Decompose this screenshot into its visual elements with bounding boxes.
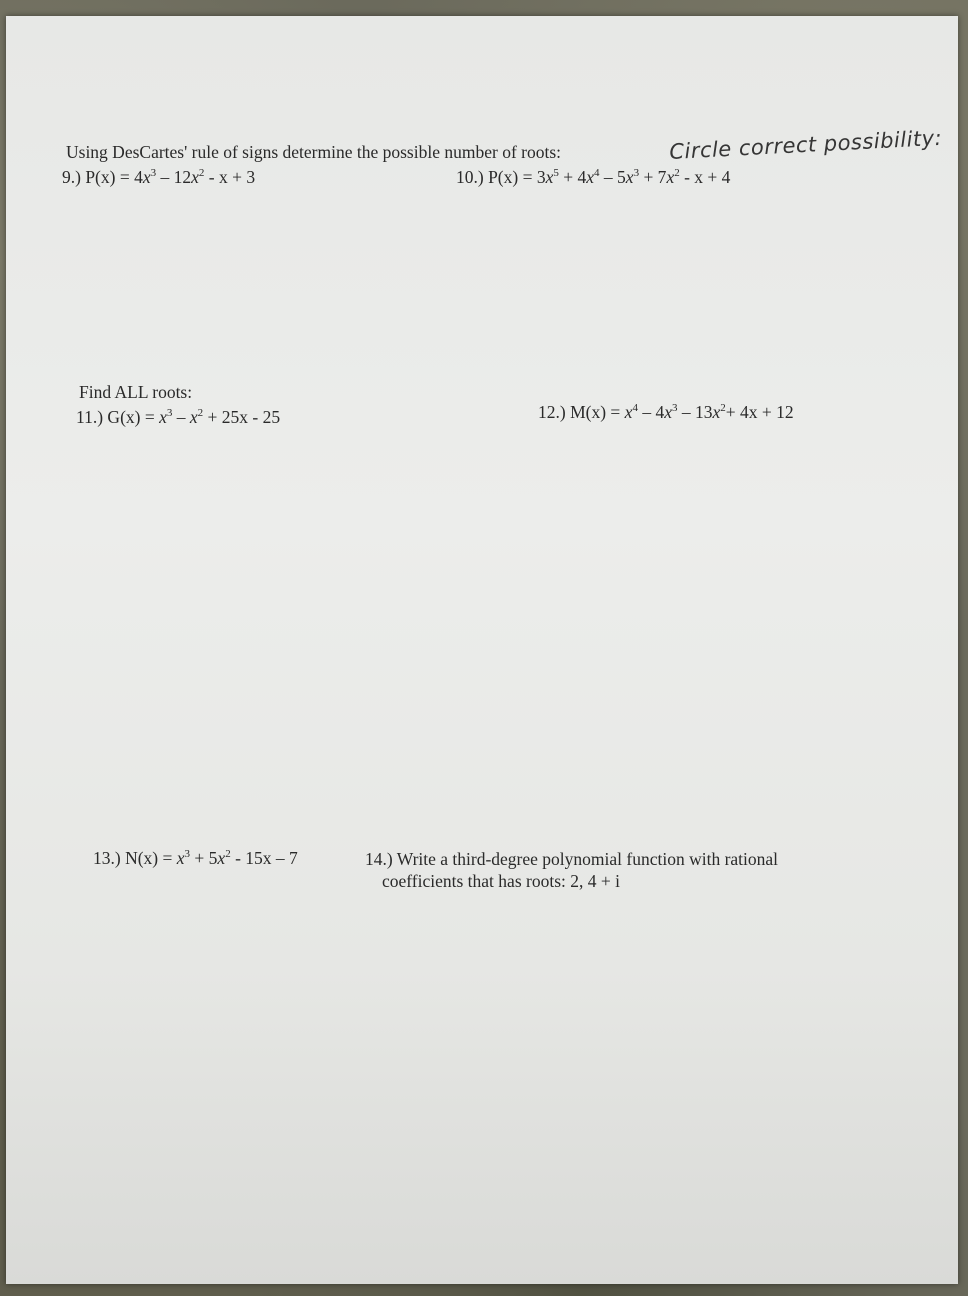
problem-12-label: 12.) M(x) = xyxy=(538,402,625,422)
problem-10-tail: - x + 4 xyxy=(679,167,731,187)
problem-12-var-2: x xyxy=(664,402,672,422)
problem-9-exp-2: 2 xyxy=(198,167,205,180)
problem-9-tail: - x + 3 xyxy=(204,167,256,187)
handwritten-note: Circle correct possibility: xyxy=(668,125,943,164)
problem-11-term-2: – xyxy=(172,407,190,427)
problem-11-var-1: x xyxy=(159,407,167,427)
problem-13-exp-1: 3 xyxy=(184,848,191,861)
problem-11 xyxy=(76,409,280,427)
problem-10-exp-4: 2 xyxy=(674,167,680,180)
problem-11-tail: + 25x - 25 xyxy=(203,407,281,427)
problem-12 xyxy=(538,404,794,422)
worksheet-paper xyxy=(6,16,958,1284)
problem-10-exp-3: 3 xyxy=(633,167,640,180)
problem-12-tail: + 4x + 12 xyxy=(725,402,794,422)
problem-9-var-2: x xyxy=(191,167,199,187)
problem-9-var-1: x xyxy=(142,167,151,187)
problem-12-exp-2: 3 xyxy=(671,402,678,415)
problem-11-exp-1: 3 xyxy=(166,407,173,420)
problem-12-var-1: x xyxy=(624,402,633,422)
problem-10-var-4: x xyxy=(666,167,675,187)
problem-13-label: 13.) N(x) = xyxy=(93,848,177,868)
problem-13-term-2: + 5 xyxy=(190,848,218,868)
problem-13-var-1: x xyxy=(176,848,185,868)
problem-13-var-2: x xyxy=(217,848,226,868)
problem-14-text-1: 14.) Write a third-degree polynomial function with rational xyxy=(365,849,779,869)
find-all-instruction xyxy=(79,384,192,402)
problem-10-var-1: x xyxy=(545,167,554,187)
problem-14-text-2: coefficients that has roots: 2, 4 + i xyxy=(382,871,620,891)
problem-13 xyxy=(93,850,298,868)
problem-11-label: 11.) G(x) = xyxy=(76,407,160,427)
problem-12-term-2: – 4 xyxy=(637,402,665,422)
problem-12-term-3: – 13 xyxy=(677,402,713,422)
problem-10-exp-2: 4 xyxy=(594,167,600,180)
descartes-instruction xyxy=(66,144,561,162)
problem-10-term-3: – 5 xyxy=(599,167,626,187)
problem-12-exp-3: 2 xyxy=(720,402,726,415)
problem-9-exp-1: 3 xyxy=(150,167,157,180)
descartes-instruction-text: Using DesCartes' rule of signs determine the possible number of roots: xyxy=(66,142,562,162)
problem-12-exp-1: 4 xyxy=(632,402,638,415)
problem-14-line-2 xyxy=(382,873,620,891)
problem-13-exp-2: 2 xyxy=(225,848,231,861)
problem-10-term-4: + 7 xyxy=(639,167,667,187)
problem-10-var-2: x xyxy=(586,167,595,187)
problem-10-term-2: + 4 xyxy=(558,167,587,187)
problem-13-tail: - 15x – 7 xyxy=(230,848,298,868)
problem-11-var-2: x xyxy=(189,407,198,427)
problem-12-var-3: x xyxy=(712,402,721,422)
problem-10 xyxy=(456,169,730,187)
problem-9-label: 9.) P(x) = 4 xyxy=(62,167,143,187)
problem-9-term-2: – 12 xyxy=(156,167,192,187)
problem-10-label: 10.) P(x) = 3 xyxy=(456,167,546,187)
problem-14-line-1 xyxy=(365,851,778,869)
find-all-text: Find ALL roots: xyxy=(79,382,193,402)
problem-10-var-3: x xyxy=(625,167,634,187)
problem-11-exp-2: 2 xyxy=(197,407,204,420)
problem-10-exp-1: 5 xyxy=(553,167,559,180)
problem-9 xyxy=(62,169,255,187)
